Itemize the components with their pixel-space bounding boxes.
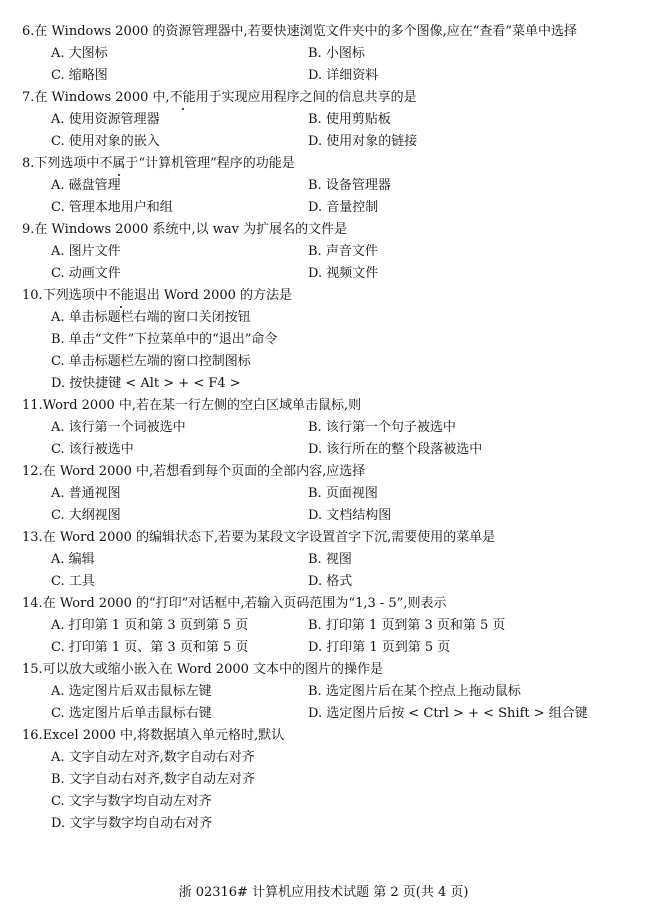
option-b: B. 打印第 1 页到第 3 页和第 5 页: [308, 618, 506, 633]
question-stem: 在 Word 2000 的“打印”对话框中,若输入页码范围为“1,3 - 5”,则表示: [42, 596, 447, 611]
question-stem: 在 Windows 2000 系统中,以 wav 为扩展名的文件是: [34, 222, 348, 237]
emphasis-text: 不能: [169, 90, 196, 105]
option-a: A. 使用资源管理器: [51, 112, 160, 127]
option-b: B. 小图标: [308, 46, 365, 61]
question-16: 16.Excel 2000 中,将数据填入单元格时,默认: [22, 728, 285, 743]
question-stem: 在 Word 2000 的编辑状态下,若要为某段文字设置首字下沉,需要使用的菜单是: [42, 530, 496, 545]
option-b: B. 设备管理器: [308, 178, 391, 193]
question-stem: 在 Windows 2000 的资源管理器中,若要快速浏览文件夹中的多个图像,应在“查看”菜单中选择: [34, 24, 578, 39]
option-c: C. 使用对象的嵌入: [51, 134, 160, 149]
question-stem: 可以放大或缩小嵌入在 Word 2000 文本中的图片的操作是: [42, 662, 384, 677]
option-a: A. 文字自动左对齐,数字自动右对齐: [51, 750, 255, 765]
question-13: 13.在 Word 2000 的编辑状态下,若要为某段文字设置首字下沉,需要使用的菜单是: [22, 530, 496, 545]
option-b: B. 使用剪贴板: [308, 112, 391, 127]
question-15: 15.可以放大或缩小嵌入在 Word 2000 文本中的图片的操作是: [22, 662, 384, 677]
option-d: D. 选定图片后按 < Ctrl > + < Shift > 组合键: [308, 706, 588, 721]
option-c: C. 选定图片后单击鼠标右键: [51, 706, 212, 721]
emphasis-text: 不属于: [99, 156, 139, 171]
question-10: 10.下列选项中不能退出 Word 2000 的方法是: [22, 288, 293, 303]
option-c: C. 大纲视图: [51, 508, 121, 523]
option-c: C. 文字与数字均自动左对齐: [51, 794, 212, 809]
question-12: 12.在 Word 2000 中,若想看到每个页面的全部内容,应选择: [22, 464, 366, 479]
option-d: D. 音量控制: [308, 200, 379, 215]
option-a: A. 单击标题栏右端的窗口关闭按钮: [51, 310, 251, 325]
question-7: 7.在 Windows 2000 中,不能用于实现应用程序之间的信息共享的是: [22, 90, 417, 105]
option-c: C. 单击标题栏左端的窗口控制图标: [51, 354, 251, 369]
option-d: D. 文档结构图: [308, 508, 392, 523]
option-b: B. 视图: [308, 552, 352, 567]
option-d: D. 使用对象的链接: [308, 134, 418, 149]
option-a: A. 该行第一个词被选中: [51, 420, 186, 435]
option-b: B. 声音文件: [308, 244, 378, 259]
option-c: C. 动画文件: [51, 266, 121, 281]
option-d: D. 打印第 1 页到第 5 页: [308, 640, 451, 655]
option-d: D. 文字与数字均自动右对齐: [51, 816, 213, 831]
option-c: C. 缩略图: [51, 68, 108, 83]
option-a: A. 普通视图: [51, 486, 121, 501]
option-a: A. 选定图片后双击鼠标左键: [51, 684, 212, 699]
option-d: D. 视频文件: [308, 266, 379, 281]
question-stem: Word 2000 中,若在某一行左侧的空白区域单击鼠标,则: [42, 398, 362, 413]
option-a: A. 磁盘管理: [51, 178, 121, 193]
emphasis-text: 不能: [107, 288, 134, 303]
page-footer: 浙 02316# 计算机应用技术试题 第 2 页(共 4 页): [178, 885, 469, 900]
option-b: B. 该行第一个句子被选中: [308, 420, 456, 435]
option-c: C. 管理本地用户和组: [51, 200, 173, 215]
question-11: 11.Word 2000 中,若在某一行左侧的空白区域单击鼠标,则: [22, 398, 362, 413]
question-6: 6.在 Windows 2000 的资源管理器中,若要快速浏览文件夹中的多个图像,应在“查看”菜单中选择: [22, 24, 578, 39]
option-d: D. 详细资料: [308, 68, 379, 83]
option-b: B. 页面视图: [308, 486, 378, 501]
option-a: A. 大图标: [51, 46, 108, 61]
option-c: C. 该行被选中: [51, 442, 134, 457]
option-b: B. 选定图片后在某个控点上拖动鼠标: [308, 684, 521, 699]
option-b: B. 单击“文件”下拉菜单中的“退出”命令: [51, 332, 278, 347]
question-8: 8.下列选项中不属于“计算机管理”程序的功能是: [22, 156, 295, 171]
question-14: 14.在 Word 2000 的“打印”对话框中,若输入页码范围为“1,3 - 5”,则表示: [22, 596, 447, 611]
option-d: D. 按快捷键 < Alt > + < F4 >: [51, 376, 241, 391]
question-stem: Excel 2000 中,将数据填入单元格时,默认: [42, 728, 285, 743]
question-9: 9.在 Windows 2000 系统中,以 wav 为扩展名的文件是: [22, 222, 348, 237]
option-a: A. 打印第 1 页和第 3 页到第 5 页: [51, 618, 249, 633]
option-a: A. 图片文件: [51, 244, 121, 259]
option-a: A. 编辑: [51, 552, 95, 567]
option-d: D. 该行所在的整个段落被选中: [308, 442, 483, 457]
question-stem: 在 Word 2000 中,若想看到每个页面的全部内容,应选择: [42, 464, 366, 479]
option-c: C. 工具: [51, 574, 95, 589]
option-d: D. 格式: [308, 574, 353, 589]
option-b: B. 文字自动右对齐,数字自动左对齐: [51, 772, 255, 787]
option-c: C. 打印第 1 页、第 3 页和第 5 页: [51, 640, 249, 655]
